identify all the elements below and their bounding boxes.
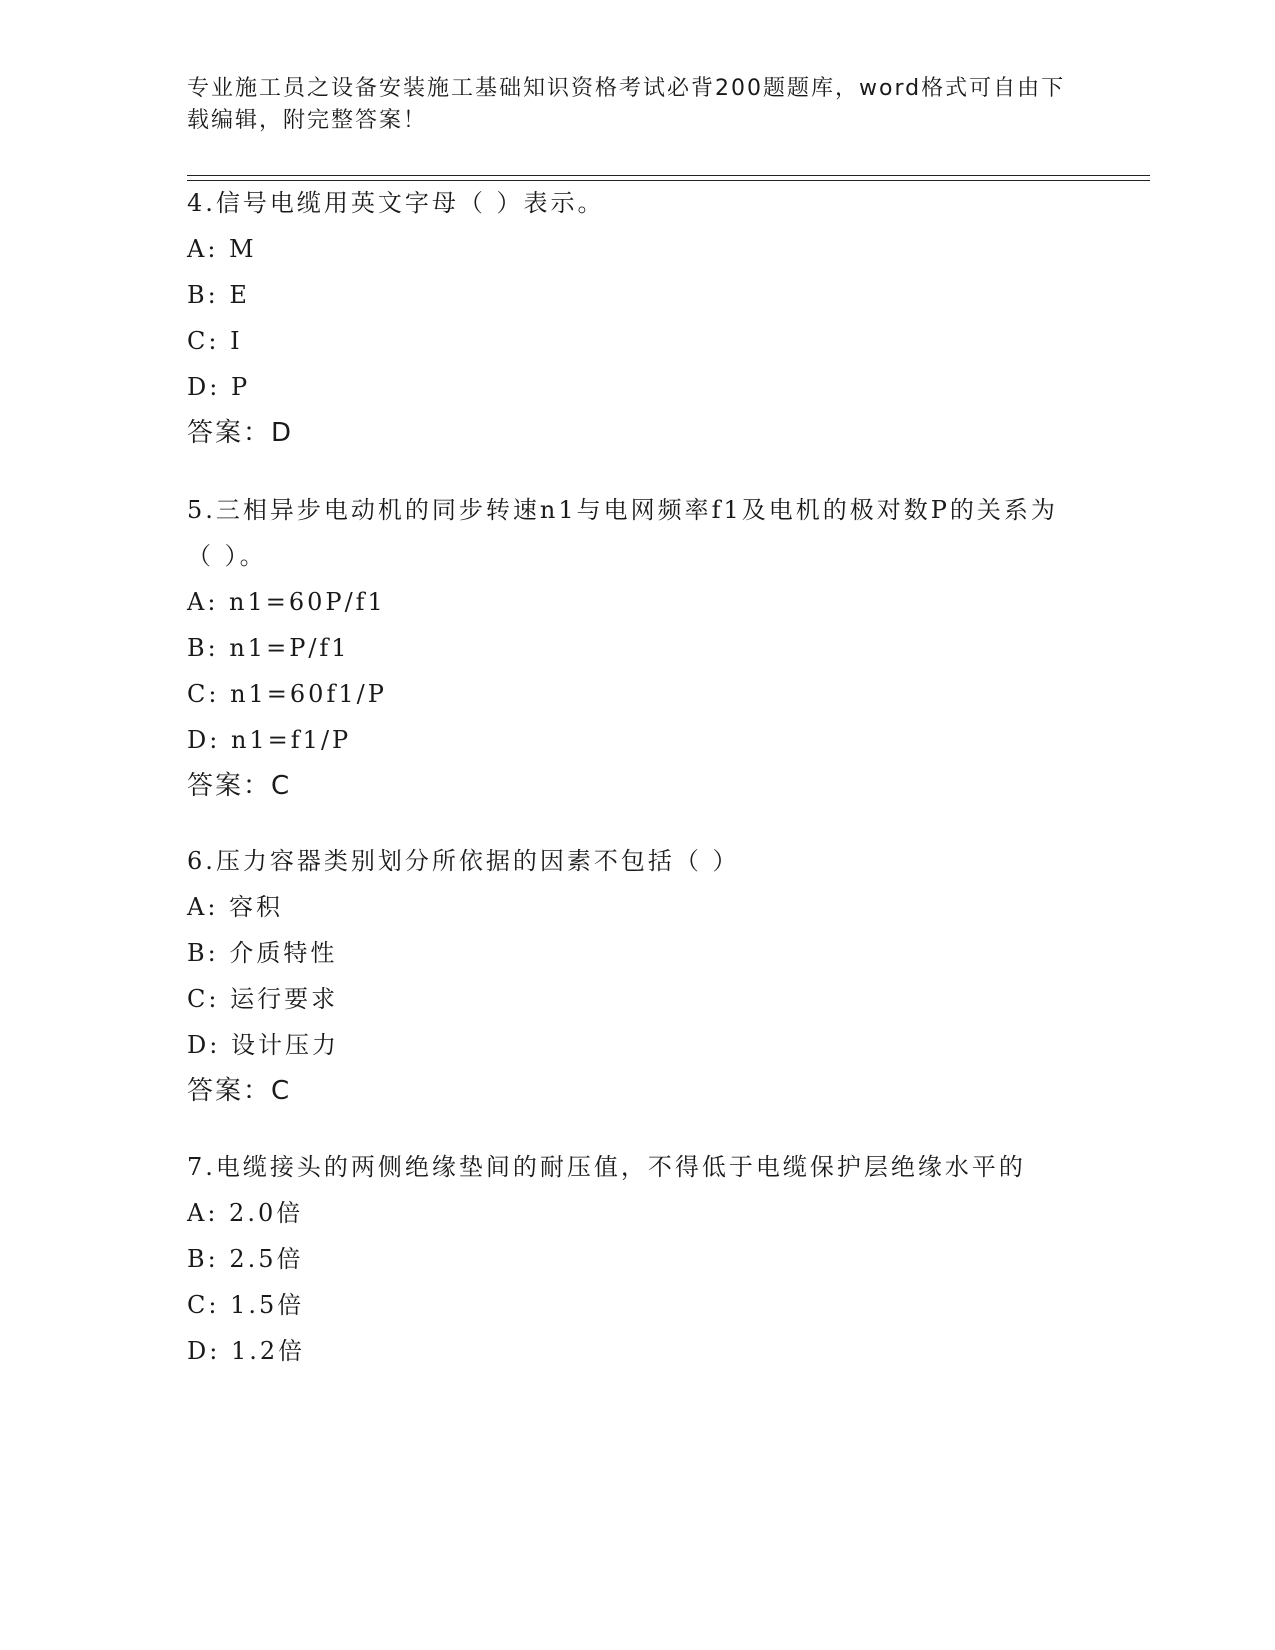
- option-d: D: n1=f1/P: [187, 726, 352, 754]
- option-b: B: E: [187, 281, 250, 309]
- question-stem: 5.三相异步电动机的同步转速n1与电网频率f1及电机的极对数P的关系为（ ）。: [187, 496, 1058, 570]
- option-d: D: P: [187, 373, 251, 401]
- option-b: B: n1=P/f1: [187, 634, 350, 662]
- option-a: A: 2.0倍: [187, 1199, 304, 1227]
- option-b: B: 介质特性: [187, 939, 338, 967]
- question-stem: 7.电缆接头的两侧绝缘垫间的耐压值，不得低于电缆保护层绝缘水平的: [187, 1153, 1026, 1181]
- option-a: A: M: [187, 235, 257, 263]
- question-stem: 4.信号电缆用英文字母（ ）表示。: [187, 189, 605, 217]
- option-c: C: 1.5倍: [187, 1291, 305, 1319]
- option-d: D: 1.2倍: [187, 1337, 306, 1365]
- option-a: A: n1=60P/f1: [187, 588, 386, 616]
- option-c: C: I: [187, 327, 243, 355]
- question-block: [187, 487, 1067, 809]
- document-intro: 专业施工员之设备安装施工基础知识资格考试必背200题题库，word格式可自由下载编辑，附完整答案！: [187, 76, 1066, 133]
- answer-label: 答案：C: [187, 1076, 292, 1106]
- answer-label: 答案：C: [187, 771, 292, 801]
- option-a: A: 容积: [187, 893, 284, 921]
- question-block: [187, 1144, 1067, 1374]
- option-c: C: n1=60f1/P: [187, 680, 387, 708]
- option-b: B: 2.5倍: [187, 1245, 304, 1273]
- option-d: D: 设计压力: [187, 1031, 339, 1059]
- question-stem: 6.压力容器类别划分所依据的因素不包括（ ）: [187, 847, 740, 875]
- option-c: C: 运行要求: [187, 985, 339, 1013]
- question-block: [187, 180, 1067, 456]
- answer-label: 答案：D: [187, 418, 294, 448]
- question-block: [187, 838, 1067, 1114]
